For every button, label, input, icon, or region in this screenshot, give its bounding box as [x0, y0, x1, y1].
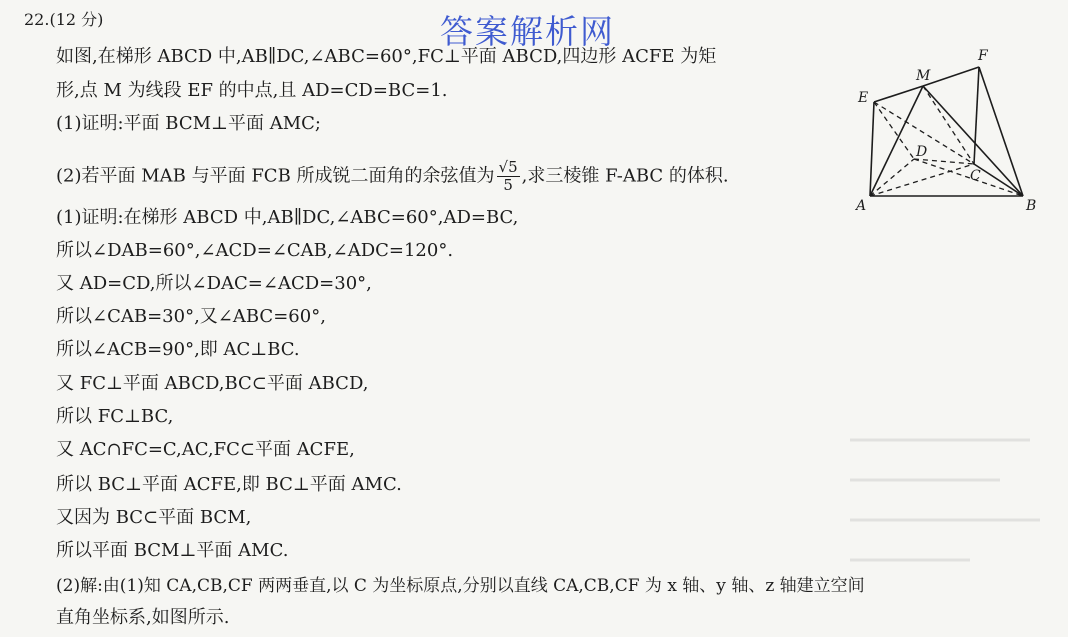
- label-C: C: [970, 168, 981, 184]
- label-D: D: [916, 144, 928, 160]
- edge-ED: [874, 102, 914, 159]
- edge-MC: [923, 86, 974, 164]
- edge-MA: [870, 86, 923, 196]
- stem-line-3: (1)证明:平面 BCM⊥平面 AMC;: [56, 113, 321, 134]
- label-F: F: [978, 48, 988, 64]
- fraction-denominator: 5: [503, 176, 513, 194]
- solution-line-3: 又 AD=CD,所以∠DAC=∠ACD=30°,: [56, 273, 372, 294]
- solution-line-9: 所以 BC⊥平面 ACFE,即 BC⊥平面 AMC.: [56, 474, 402, 495]
- solution-line-6: 又 FC⊥平面 ABCD,BC⊂平面 ABCD,: [56, 373, 369, 394]
- stem-line-4: [56, 159, 729, 194]
- solution-line-4: 所以∠CAB=30°,又∠ABC=60°,: [56, 306, 326, 327]
- solution-line-2: 所以∠DAB=60°,∠ACD=∠CAB,∠ADC=120°.: [56, 240, 454, 261]
- bleed-through-texture: [850, 420, 1050, 570]
- edge-FC-solid: [974, 67, 979, 164]
- watermark: 答案解析网: [440, 12, 615, 51]
- label-E: E: [858, 90, 869, 106]
- edge-MF: [923, 67, 979, 86]
- edge-FB: [979, 67, 1023, 196]
- solution-line-13: 直角坐标系,如图所示.: [56, 607, 230, 628]
- solution-line-8: 又 AC∩FC=C,AC,FC⊂平面 ACFE,: [56, 439, 355, 460]
- solution-line-1: (1)证明:在梯形 ABCD 中,AB∥DC,∠ABC=60°,AD=BC,: [56, 207, 519, 228]
- geometry-figure: [846, 46, 1046, 216]
- stem-line-1: 如图,在梯形 ABCD 中,AB∥DC,∠ABC=60°,FC⊥平面 ABCD,四边形 ACFE 为矩: [56, 46, 717, 67]
- solution-line-12: (2)解:由(1)知 CA,CB,CF 两两垂直,以 C 为坐标原点,分别以直线 CA,CB,CF 为 x 轴、y 轴、z 轴建立空间: [56, 576, 865, 596]
- question-number: 22.(12 分): [24, 10, 104, 29]
- edge-AC: [870, 164, 974, 196]
- label-M: M: [916, 68, 931, 84]
- solution-line-11: 所以平面 BCM⊥平面 AMC.: [56, 540, 289, 561]
- solution-line-5: 所以∠ACB=90°,即 AC⊥BC.: [56, 339, 300, 360]
- cos-fraction: [497, 159, 520, 194]
- part2-before: (2)若平面 MAB 与平面 FCB 所成锐二面角的余弦值为: [56, 165, 495, 187]
- fraction-numerator: √5: [498, 158, 518, 176]
- edge-EA: [870, 102, 874, 196]
- edge-AD: [870, 159, 914, 196]
- label-A: A: [856, 198, 867, 214]
- label-B: B: [1026, 198, 1037, 214]
- solution-line-10: 又因为 BC⊂平面 BCM,: [56, 507, 252, 528]
- part2-after: ,求三棱锥 F-ABC 的体积.: [521, 165, 729, 187]
- stem-line-2: 形,点 M 为线段 EF 的中点,且 AD=CD=BC=1.: [56, 80, 448, 101]
- solution-line-7: 所以 FC⊥BC,: [56, 406, 174, 427]
